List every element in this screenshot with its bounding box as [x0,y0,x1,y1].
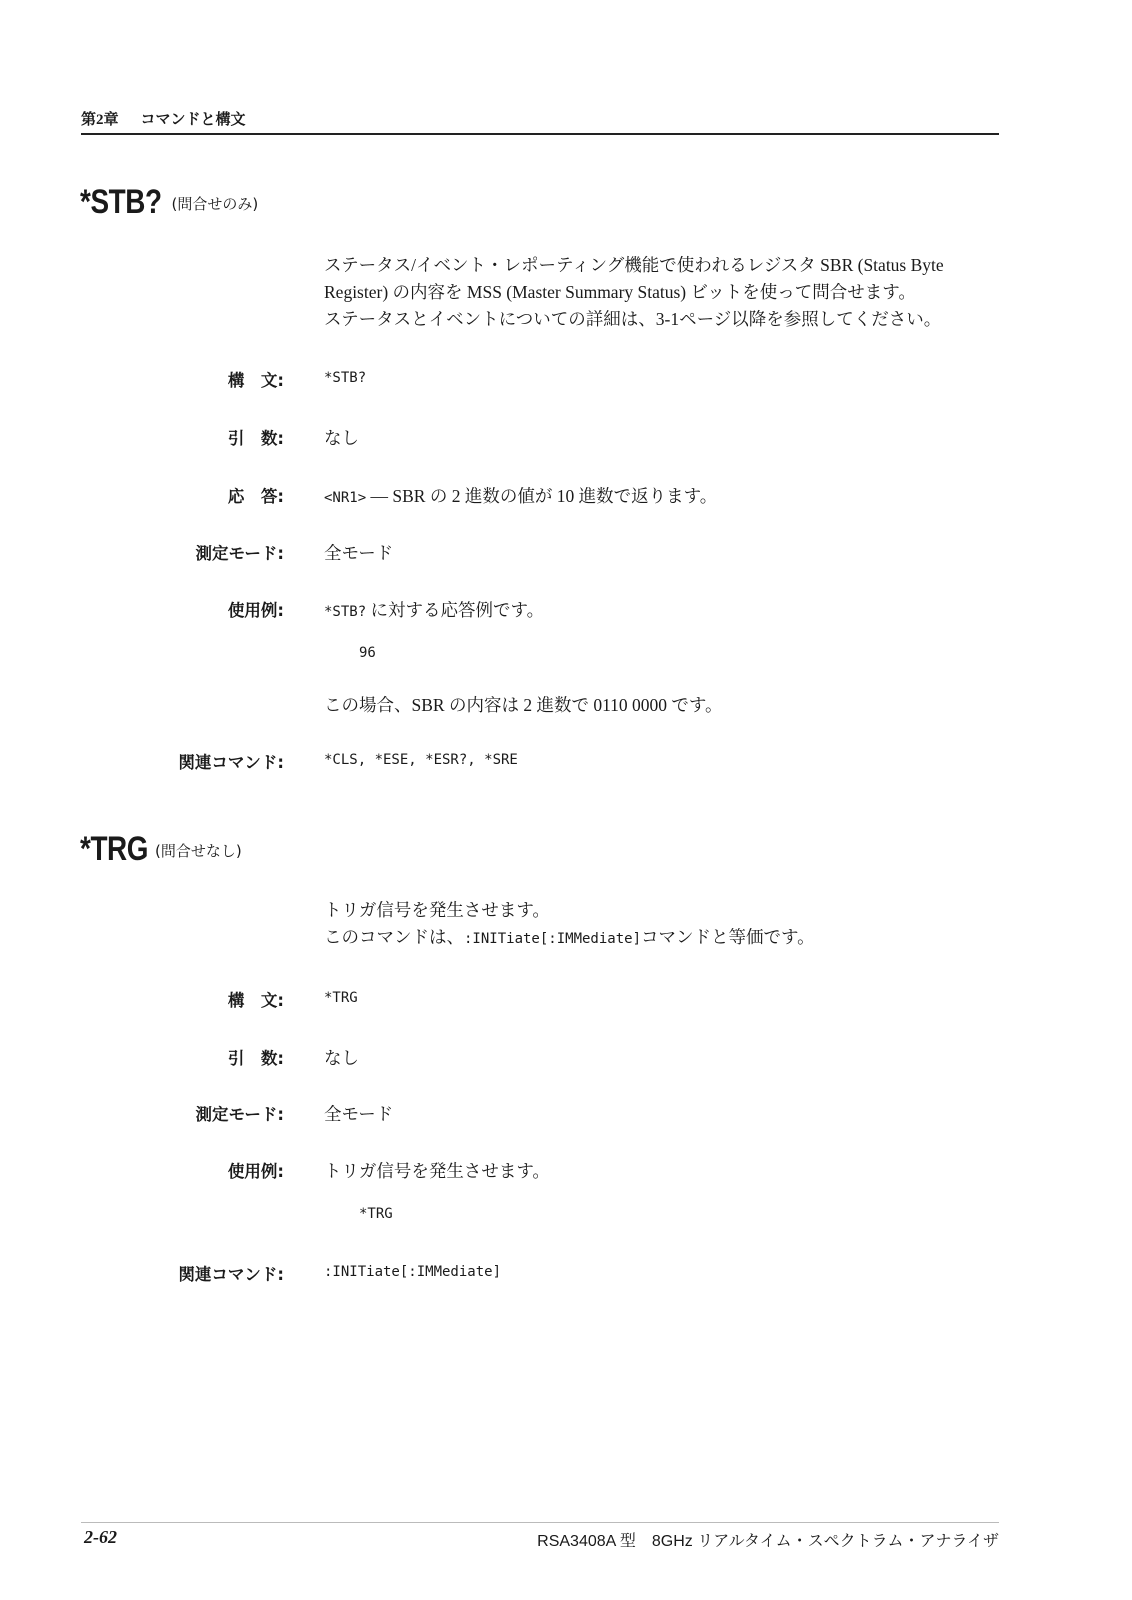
description-code: :INITiate[:IMMediate] [464,931,642,947]
response-code: <NR1> [324,490,367,506]
syntax-value: *TRG [324,990,358,1006]
example-description [324,597,544,622]
command-title-trg [80,830,242,869]
args-value: なし [324,1048,359,1068]
mode-value: 全モード [324,543,394,563]
syntax-value: *STB? [324,370,367,386]
footer-rule [81,1522,999,1523]
example-text: に対する応答例です。 [366,600,545,620]
example-value: *TRG [359,1206,393,1222]
args-value: なし [324,428,359,448]
description-line: トリガ信号を発生させます。 [324,900,550,920]
related-label: 関連コマンド: [178,1265,284,1284]
example-note: この場合、SBR の内容は 2 進数で 0110 0000 です。 [324,695,723,715]
description-text: このコマンドは、 [324,927,464,947]
command-note: (問合せなし) [155,842,242,860]
description-line: ステータス/イベント・レポーティング機能で使われるレジスタ SBR (Status Byte [324,255,944,275]
response-label: 応 答: [227,487,284,506]
example-value: 96 [359,645,376,661]
syntax-label: 構 文: [227,991,284,1010]
response-value [324,483,717,508]
chapter-number: 第2章 [81,112,119,128]
args-label: 引 数: [227,1049,284,1068]
mode-label: 測定モード: [195,1105,284,1124]
syntax-label: 構 文: [227,371,284,390]
description-text: コマンドと等価です。 [641,927,815,947]
description-stb [324,252,944,333]
related-commands: *CLS, *ESE, *ESR?, *SRE [324,752,518,768]
command-name: *STB? [80,183,162,221]
description-line: Register) の内容を MSS (Master Summary Status) ビットを使って問合せます。 [324,282,916,302]
command-note: (問合せのみ) [171,195,259,213]
mode-value: 全モード [324,1104,394,1124]
header-rule [81,133,999,135]
chapter-title: コマンドと構文 [140,112,246,128]
args-label: 引 数: [227,429,284,448]
description-trg [324,897,815,953]
command-title-stb [80,183,258,222]
footer-product-title: RSA3408A 型 8GHz リアルタイム・スペクトラム・アナライザ [537,1533,999,1550]
example-code: *STB? [324,604,367,620]
description-line [324,924,815,953]
response-text: — SBR の 2 進数の値が 10 進数で返ります。 [366,486,718,506]
page-number: 2-62 [84,1527,117,1547]
mode-label: 測定モード: [195,544,284,563]
example-description: トリガ信号を発生させます。 [324,1161,550,1181]
description-line: ステータスとイベントについての詳細は、3-1ページ以降を参照してください。 [324,309,942,329]
related-label: 関連コマンド: [178,753,284,772]
example-label: 使用例: [227,601,284,620]
related-commands: :INITiate[:IMMediate] [324,1264,502,1280]
chapter-header [81,108,246,129]
example-label: 使用例: [227,1162,284,1181]
command-name: *TRG [80,830,149,868]
